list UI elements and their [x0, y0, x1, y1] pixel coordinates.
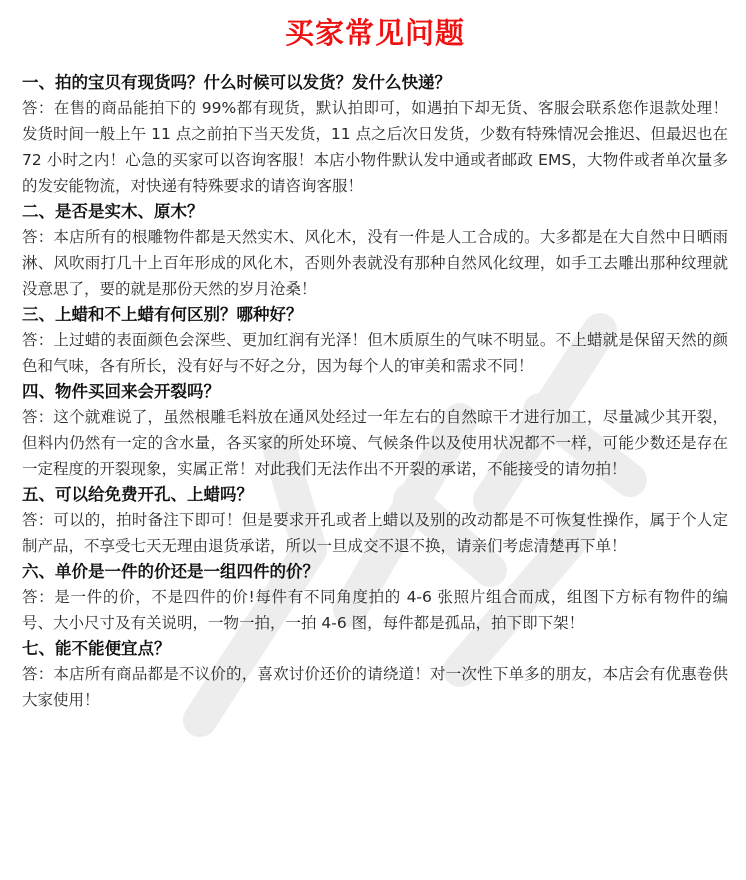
- faq-answer: 答：在售的商品能拍下的 99%都有现货，默认拍即可，如遇拍下却无货、客服会联系您作退款处理！ 发货时间一般上午 11 点之前拍下当天发货，11 点之后次日发货，少数有特殊情况会推迟、但最迟也在 72 小时之内！心急的买家可以咨询客服！本店小物件默认发中通或者邮政 EMS，大物件或者单次量多的发安能物流，对快递有特殊要求的请咨询客服！: [22, 99, 728, 195]
- faq-answer: 答：本店所有的根雕物件都是天然实木、风化木，没有一件是人工合成的。大多都是在大自然中日晒雨淋、风吹雨打几十上百年形成的风化木，否则外表就没有那种自然风化纹理，如手工去雕出那种纹理就没意思了，要的就是那份天然的岁月沧桑！: [22, 228, 728, 298]
- faq-answer: 答：上过蜡的表面颜色会深些、更加红润有光泽！但木质原生的气味不明显。不上蜡就是保留天然的颜色和气味，各有所长，没有好与不好之分，因为每个人的审美和需求不同！: [22, 331, 728, 375]
- page-title: 买家常见问题: [284, 16, 465, 50]
- faq-answer: 答：这个就难说了，虽然根雕毛料放在通风处经过一年左右的自然晾干才进行加工，尽量减少其开裂，但料内仍然有一定的含水量，各买家的所处环境、气候条件以及使用状况都不一样，可能少数还是存在一定程度的开裂现象，实属正常！对此我们无法作出不开裂的承诺，不能接受的请勿拍！: [22, 408, 728, 478]
- faq-answer: 答：可以的，拍时备注下即可！但是要求开孔或者上蜡以及别的改动都是不可恢复性操作，属于个人定制产品，不享受七天无理由退货承诺，所以一旦成交不退不换，请亲们考虑清楚再下单！: [22, 511, 728, 555]
- faq-question: 一、拍的宝贝有现货吗？什么时候可以发货？发什么快递？: [22, 73, 451, 92]
- faq-item: [22, 302, 728, 379]
- faq-question: 四、物件买回来会开裂吗？: [22, 382, 220, 401]
- faq-answer: 答：本店所有商品都是不议价的，喜欢讨价还价的请绕道！对一次性下单多的朋友，本店会有优惠卷供大家使用！: [22, 665, 728, 709]
- faq-item: [22, 482, 728, 559]
- faq-item: [22, 379, 728, 482]
- faq-answer: 答：是一件的价，不是四件的价!每件有不同角度拍的 4-6 张照片组合而成，组图下方标有物件的编号、大小尺寸及有关说明，一物一拍，一拍 4-6 图，每件都是孤品，拍下即下架！: [22, 588, 728, 632]
- faq-list: [22, 70, 728, 713]
- faq-question: 三、上蜡和不上蜡有何区别？哪种好？: [22, 305, 303, 324]
- faq-question: 七、能不能便宜点？: [22, 639, 171, 658]
- faq-item: [22, 70, 728, 199]
- faq-question: 六、单价是一件的价还是一组四件的价？: [22, 562, 319, 581]
- faq-question: 二、是否是实木、原木？: [22, 202, 204, 221]
- faq-item: [22, 559, 728, 636]
- faq-question: 五、可以给免费开孔、上蜡吗？: [22, 485, 253, 504]
- faq-item: [22, 199, 728, 302]
- faq-item: [22, 636, 728, 713]
